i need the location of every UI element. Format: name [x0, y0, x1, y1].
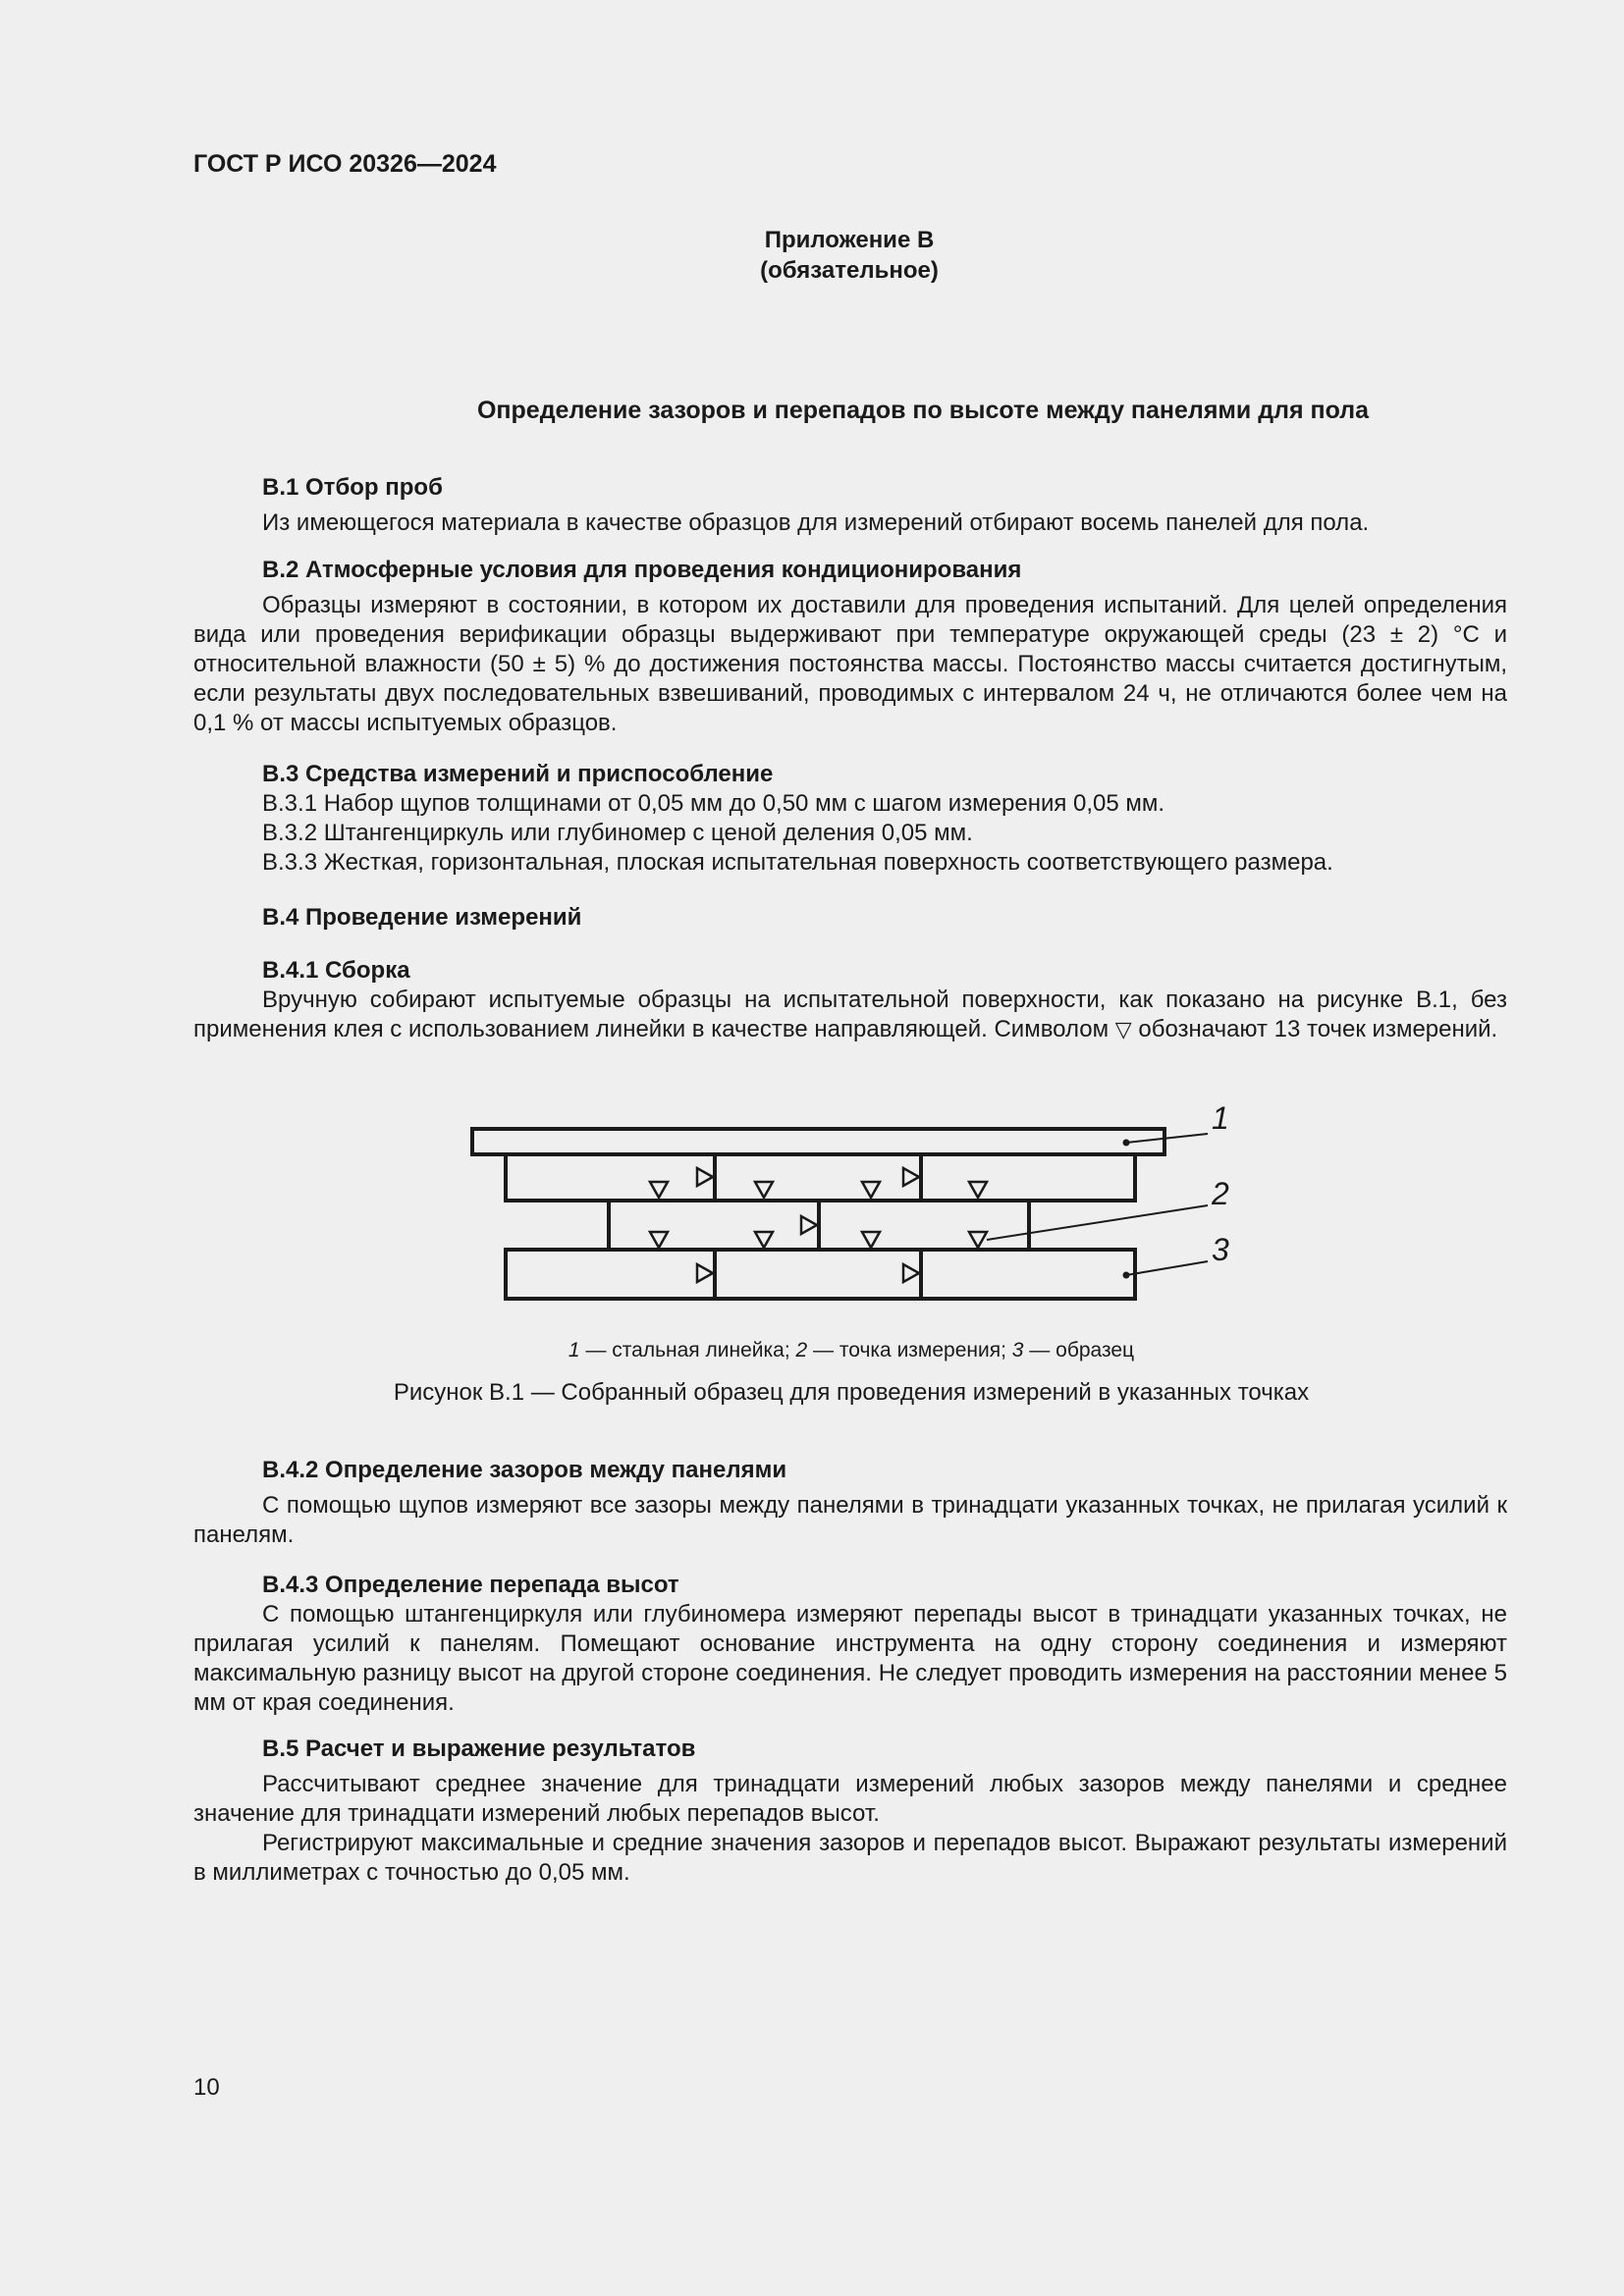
- leader-line-3: [1126, 1261, 1208, 1275]
- annex-title: Приложение В: [764, 227, 935, 253]
- key-text-2: — точка измерения;: [807, 1339, 1012, 1362]
- section-b5-text-1: Рассчитывают среднее значение для тринадцати измерений любых зазоров между панелями и среднее значение для тринадцати измерений любых перепадов высот.: [193, 1771, 1507, 1827]
- leader-line-1: [1126, 1134, 1208, 1143]
- section-b2-text: Образцы измеряют в состоянии, в котором их доставили для проведения испытаний. Для целей определения вида или проведения верификации образцы выдерживают при температуре окружающей среды (23 ± 2) °С и относительной влажности (50 ± 5) % до достижения постоянства массы. Постоянство массы считается достигнутым, если результаты двух последовательных взвешиваний, проводимых с интервалом 24 ч, не отличаются более чем на 0,1 % от массы испытуемых образцов.: [193, 592, 1507, 736]
- section-b41-heading: В.4.1 Сборка: [262, 957, 410, 984]
- section-b41-text-start: Вручную собирают испытуемые образцы на испытательной поверхности, как показано на рисунке В.1, без применения клея с использованием линейки в качестве направляющей. Символом: [193, 987, 1507, 1042]
- key-number-2: 2: [795, 1339, 808, 1362]
- section-b1-heading: В.1 Отбор проб: [262, 474, 443, 501]
- key-number-3: 3: [1011, 1339, 1024, 1362]
- figure-key: [0, 1336, 1624, 1365]
- gap-point-marker: [903, 1264, 919, 1282]
- gap-point-marker: [697, 1264, 713, 1282]
- key-number-1: 1: [568, 1339, 580, 1362]
- figure-label-3: 3: [1212, 1232, 1229, 1267]
- measurement-point-marker: [755, 1232, 773, 1248]
- gap-point-marker: [801, 1216, 817, 1234]
- section-b3-item-3: В.3.3 Жесткая, горизонтальная, плоская испытательная поверхность соответствующего размера.: [262, 849, 1333, 876]
- section-b2-heading: В.2 Атмосферные условия для проведения кондиционирования: [262, 557, 1022, 583]
- figure-label-1: 1: [1212, 1100, 1229, 1136]
- section-b5-heading: В.5 Расчет и выражение результатов: [262, 1735, 696, 1762]
- measurement-point-marker: [650, 1182, 668, 1198]
- measurement-point-marker: [755, 1182, 773, 1198]
- measurement-point-marker: [969, 1232, 987, 1248]
- panel-row2-2: [819, 1201, 1029, 1250]
- measurement-point-marker: [862, 1182, 880, 1198]
- section-b1-text: Из имеющегося материала в качестве образцов для измерений отбирают восемь панелей для пола.: [262, 509, 1370, 536]
- panel-row1-2: [715, 1154, 921, 1201]
- section-b3-item-1: В.3.1 Набор щупов толщинами от 0,05 мм до 0,50 мм с шагом измерения 0,05 мм.: [262, 790, 1165, 817]
- section-b5-text-2: Регистрируют максимальные и средние значения зазоров и перепадов высот. Выражают результаты измерений в миллиметрах с точностью до 0,05 мм.: [193, 1830, 1507, 1886]
- panel-row1-1: [506, 1154, 715, 1201]
- panel-row3-1: [506, 1250, 715, 1299]
- section-b3-heading: В.3 Средства измерений и приспособление: [262, 761, 774, 787]
- steel-ruler: [472, 1129, 1164, 1154]
- section-b42-heading: В.4.2 Определение зазоров между панелями: [262, 1457, 787, 1483]
- page-number: 10: [193, 2074, 220, 2101]
- key-text-1: — стальная линейка;: [579, 1339, 796, 1362]
- section-b42-text: С помощью щупов измеряют все зазоры между панелями в тринадцати указанных точках, не прилагая усилий к панелям.: [193, 1492, 1507, 1548]
- gap-point-marker: [697, 1168, 713, 1186]
- leader-dot-3: [1124, 1273, 1129, 1278]
- section-b43-text: С помощью штангенциркуля или глубиномера измеряют перепады высот в тринадцати указанных точках, не прилагая усилий к панелям. Помещают основание инструмента на одну сторону соединения и измеряют максимальную разницу высот на другой стороне соединения. Не следует проводить измерения на расстоянии менее 5 мм от края соединения.: [193, 1601, 1507, 1716]
- section-b3-item-2: В.3.2 Штангенциркуль или глубиномер с ценой деления 0,05 мм.: [262, 820, 973, 846]
- measurement-point-marker: [650, 1232, 668, 1248]
- document-code: ГОСТ Р ИСО 20326—2024: [193, 150, 497, 178]
- panel-row3-2: [715, 1250, 921, 1299]
- measurement-point-symbol: ▽: [1114, 1017, 1132, 1041]
- section-b4-heading: В.4 Проведение измерений: [262, 904, 582, 931]
- measurement-point-marker: [862, 1232, 880, 1248]
- panel-row3-3: [921, 1250, 1135, 1299]
- section-b5: [193, 1735, 1507, 1888]
- leader-line-2: [987, 1205, 1208, 1240]
- panel-row1-3: [921, 1154, 1135, 1201]
- measurement-point-marker: [969, 1182, 987, 1198]
- annex-status: (обязательное): [760, 257, 939, 284]
- key-text-3: — образец: [1023, 1339, 1135, 1362]
- figure-caption: Рисунок В.1 — Собранный образец для проведения измерений в указанных точках: [393, 1379, 1310, 1406]
- section-b43: [193, 1571, 1507, 1718]
- section-b41-text-end: обозначают 13 точек измерений.: [1131, 1016, 1498, 1042]
- panel-row2-1: [609, 1201, 819, 1250]
- main-title: Определение зазоров и перепадов по высоте между панелями для пола: [476, 397, 1370, 424]
- section-b42: [193, 1456, 1507, 1550]
- gap-point-marker: [903, 1168, 919, 1186]
- leader-dot-1: [1124, 1141, 1129, 1146]
- section-b43-heading: В.4.3 Определение перепада высот: [262, 1572, 679, 1598]
- figure-label-2: 2: [1212, 1176, 1229, 1211]
